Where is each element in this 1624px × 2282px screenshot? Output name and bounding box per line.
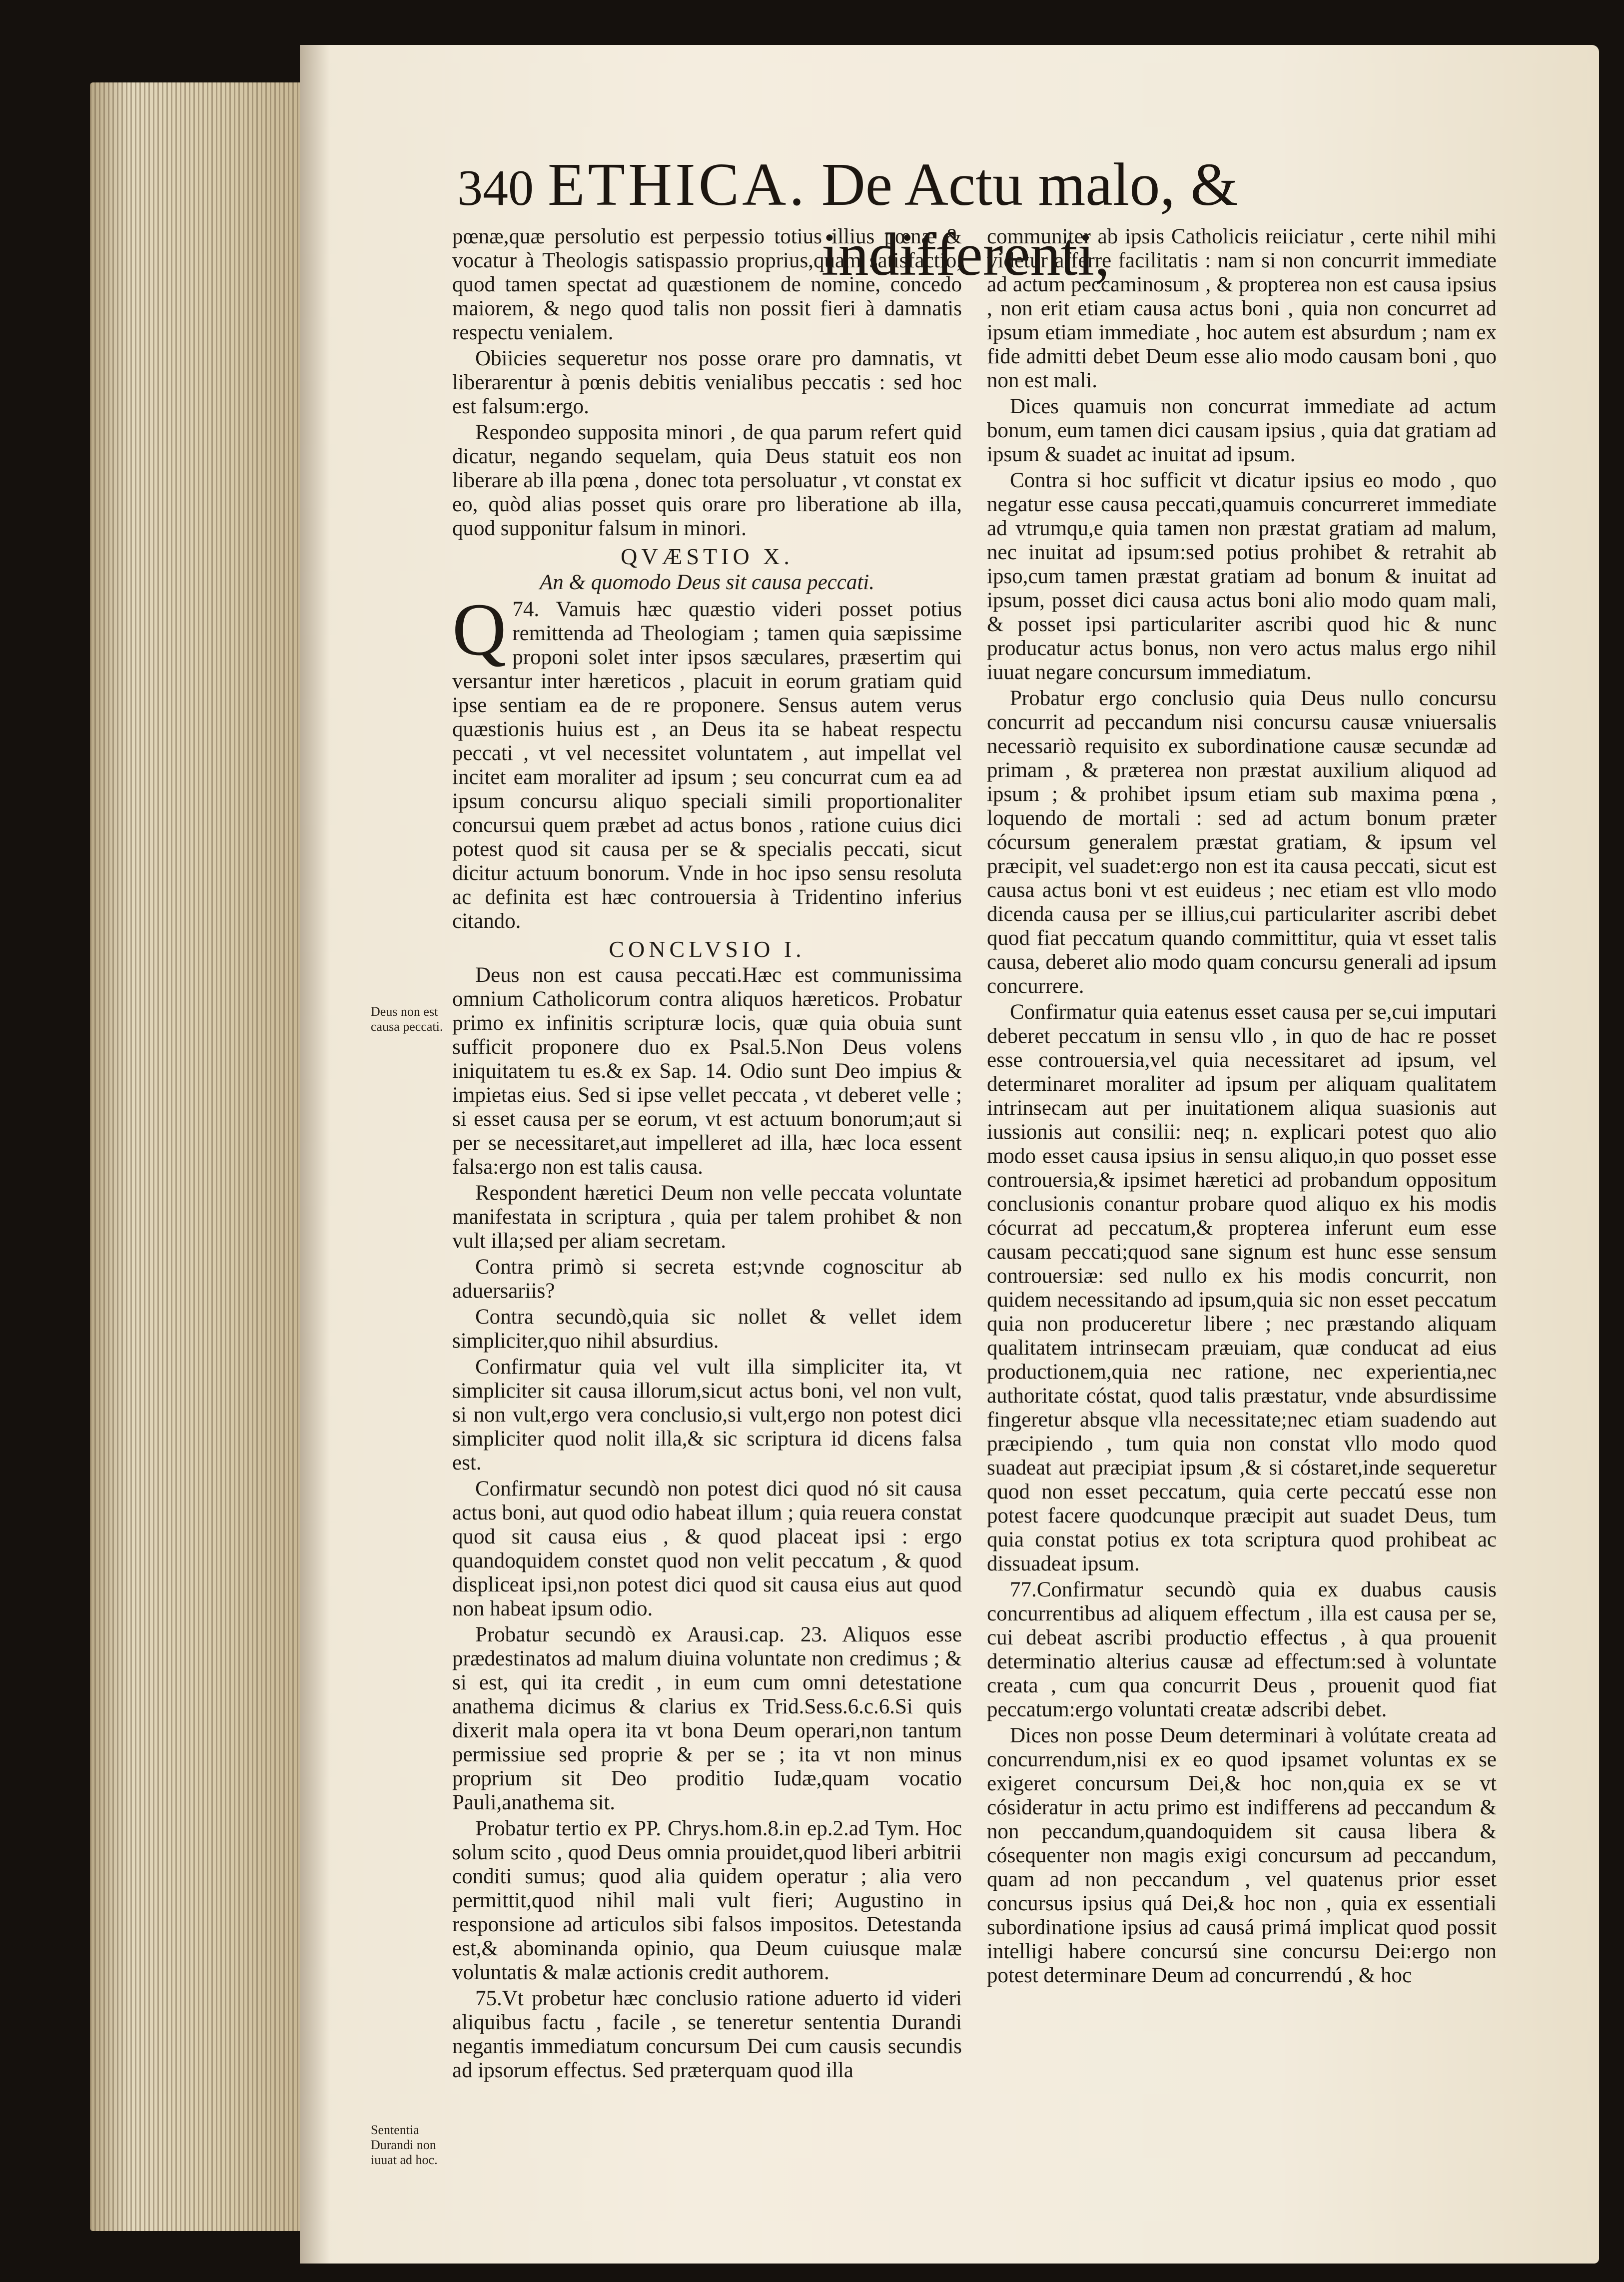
question-heading: QVÆSTIO X. — [621, 544, 794, 569]
paragraph: Confirmatur quia vel vult illa simpliciter ita, vt simpliciter sit causa illorum,sicut actus boni, vel non vult, si non vult,ergo vera conclusio,si vult,ergo non potest dici simpliciter quod nolit illa,& sic scriptura id dicens falsa est. — [452, 1355, 962, 1475]
book-page-edges — [90, 82, 310, 2231]
paragraph: Deus non est causa peccati.Hæc est communissima omnium Catholicorum contra aliquos hæreticos. Probatur primo ex infinitis scripturæ locis, quæ quia obuia sunt sufficit proponere duo ex Psal.5.Non Deus volens iniquitatem tu es.& ex Sap. 14. Odio sunt Deo impius & impietas eius. Sed si ipse vellet peccata , vt deberet velle ; si esset causa per se eorum, vt est actuum bonorum;aut si per se necessitaret,aut impelleret ad illa, hæc loca essent falsa:ergo non est talis causa. — [452, 963, 962, 1179]
paragraph: Probatur ergo conclusio quia Deus nullo concursu concurrit ad peccandum nisi concursu causæ vniuersalis necessariò requisito ex subordinatione causæ secundæ ad primam , & præterea non præstat auxilium aliquod ad ipsum ; & prohibet ipsum etiam sub maxima pœna , loquendo de mortali : sed ad actum bonum præter cócursum generalem præstat gratiam, & ipsum vel præcipit, vel suadet:ergo non est ita causa peccati, sicut est causa actus boni vt est euideus ; nec etiam est vllo modo dicenda causa per se illius,cui particulariter ascribi debet quod fiat peccatum quando committitur, quia vt esset talis causa, deberet alio modo quam concursu generali ad ipsum concurrere. — [987, 687, 1497, 998]
paragraph: Confirmatur secundò non potest dici quod nó sit causa actus boni, aut quod odio habeat illum ; quia reuera constat quod sit causa eius , & quod placeat ipsi : ergo quandoquidem constet quod non velit peccatum , & quod displiceat ipsi,non potest dici quod sit causa eius aut quod non habeat ipsum odio. — [452, 1477, 962, 1620]
paragraph: Probatur tertio ex PP. Chrys.hom.8.in ep.2.ad Tym. Hoc solum scito , quod Deus omnia prouidet,quod liberi arbitrii conditi sumus; quod alia quidem operatur ; alia vero permittit,quod nihil mali vult fieri; Augustino in responsione ad articulos sibi falsos impositos. Detestanda est,& abominanda opinio, qua Deum cuiusque malæ voluntatis & malæ actionis credit authorem. — [452, 1817, 962, 1984]
paragraph: pœnæ,quæ persolutio est perpessio totius illius pœnæ & vocatur à Theologis satispassio proprius,quam satisfactio, quod tamen spectat ad quæstionem de nomine, concedo maiorem, & nego quod talis non possit fieri à damnatis respectu venialem. — [452, 225, 962, 344]
paragraph: Respondent hæretici Deum non velle peccata voluntate manifestata in scriptura , quia per talem prohibet & non vult illa;sed per aliam secretam. — [452, 1181, 962, 1253]
paragraph-number: 74. — [512, 598, 540, 621]
page-number: 340 — [457, 160, 534, 216]
right-column — [987, 225, 1497, 2204]
paragraph: Respondeo supposita minori , de qua parum refert quid dicatur, negando sequelam, quia Deus statuit eos non liberare ab illa pœna , donec tota persoluatur , vt constat ex eo, quòd alias posset quis orare pro liberatione ab illa, quod supponitur falsum in minori. — [452, 421, 962, 540]
paragraph: Dices quamuis non concurrat immediate ad actum bonum, eum tamen dici causam ipsius , quia dat gratiam ad ipsum & suadet ac inuitat ad ipsum. — [987, 395, 1497, 466]
marginal-note-causa: Deus non est causa peccati. — [371, 1004, 443, 1034]
running-title-subject: De Actu malo, & indifferenti, — [821, 151, 1238, 288]
left-column — [452, 225, 962, 2204]
paragraph-text: Vamuis hæc quæstio videri posset potius remittenda ad Theologiam ; tamen quia sæpissime proponi solet inter ipsos sæculares, præsertim qui versantur inter hæreticos , placuit in eorum gratiam quid ipse sentiam ea de re proponere. Sensus autem verus quæstionis huius est , an Deus ita se habeat respectu peccati , vt vel necessitet voluntatem , aut impellat vel incitet eam moraliter ad ipsum ; seu concurrat cum ea ad ipsum concursu aliquo speciali simili proportionaliter concursui quem præbet ad actus bonos , ratione cuius dici potest quod sit causa per se & specialis peccati, sicut dicitur actuum bonorum. Vnde in hoc ipso sensu resoluta ac definita est hæc controuersia à Tridentino inferius citando. — [452, 598, 962, 933]
paragraph: Contra secundò,quia sic nollet & vellet idem simpliciter,quo nihil absurdius. — [452, 1305, 962, 1353]
marginal-note-durandi: Sententia Durandi non iuuat ad hoc. — [371, 2123, 438, 2167]
paragraph: Probatur secundò ex Arausi.cap. 23. Aliquos esse prædestinatos ad malum diuina voluntate non credimus ; & si est, qui ita credit , in eum cum omni detestatione anathema dicimus & clarius ex Trid.Sess.6.c.6.Si quis dixerit mala opera ita vt bona Deum operari,non tantum permissiue sed proprie & per se ; ita vt non minus proprium sit Deo proditio Iudæ,quam vocatio Pauli,anathema sit. — [452, 1623, 962, 1814]
gutter-shadow — [300, 45, 330, 2264]
paragraph: 77.Confirmatur secundò quia ex duabus causis concurrentibus ad aliquem effectum , illa est causa per se, cui debeat ascribi productio effectus , à qua prouenit determinatio alterius causæ ad effectum:sed à voluntate creata , cum qua concurrit Deus , prouenit quod fiat peccatum:ergo voluntati creatæ adscribi debet. — [987, 1578, 1497, 1721]
paragraph: Confirmatur quia eatenus esset causa per se,cui imputari deberet peccatum in sensu vllo , in quo de hac re posset esse controuersia,vel quia necessitaret ad ipsum, vel determinaret moraliter ad ipsum per aliquam qualitatem intrinsecam aut per inuitationem aliqua suasionis aut iussionis aut consilii: neq; n. explicari potest quo alio modo esset causa ipsius in sensu aliquo,in quo posset esse controuersia,& ipsimet hæretici ad probandum oppositum conclusionis conantur probare quod aliquo ex his modis cócurrat ad peccatum,& propterea inferunt eum esse causam peccati;quod sane signum est hunc esse sensum controuersiæ: sed nullo ex his modis concurrit, non quidem necessitando ad ipsum,quia sic non esset peccatum quia non produceretur libere ; nec præstando aliquam qualitatem intrinsecam præuiam, quæ conducat ad eius productionem,quia nec ratione, nec experientia,nec authoritate cóstat, quod talis præstatur, vnde absurdissime fingeretur absque vlla necessitate;nec etiam suadendo aut præcipiendo , tum quia non constat vllo modo quod suadeat aut præcipiat ipsum ,& si cóstaret,inde sequeretur quod non esset peccatum, quia certe peccatú esse non potest facere quodcunque præcipit aut suadet Deus, tum quia constat potius ex tota scriptura quod prohibeat ac dissuadeat ipsum. — [987, 1000, 1497, 1575]
drop-capital: Q — [452, 588, 507, 671]
running-title: ETHICA. — [548, 151, 808, 218]
paragraph: Dices non posse Deum determinari à volútate creata ad concurrendum,nisi ex eo quod ipsamet voluntas ex se exigeret concursum Dei,& hoc non,quia ex se vt cósideratur in actu primo est indifferens ad peccandum & non peccandum,quandoquidem sit causa libera & cósequenter non magis exigi concursum ad peccandum, quam ad non peccandum , vel quatenus prior esset concursus ipsius quá Dei,& hoc non , quia ex essentiali subordinatione ipsius ad causá primá implicat quod possit intelligi habere concursú sine concursu Dei:ergo non potest determinare Deum ad concurrendú , & hoc — [987, 1724, 1497, 1987]
paragraph: Contra si hoc sufficit vt dicatur ipsius eo modo , quo negatur esse causa peccati,quamuis concurreret immediate ad vtrumqu,e quia tamen non præstat gratiam ad malum, nec inuitat ad ipsum:sed potius prohibet & retrahit ab ipso,cum tamen præstat gratiam ad bonum & inuitat ad ipsum, posset dici causa actus boni alio modo quam mali, & posset ipsi particulariter ascribi quod hic & nunc producatur actus bonus, non vero actus malus ergo nihil iuuat negare concursum immediatum. — [987, 469, 1497, 684]
conclusion-heading: CONCLVSIO I. — [609, 936, 806, 962]
paragraph: 75.Vt probetur hæc conclusio ratione aduerto id videri aliquibus factu , facile , se teneretur sententia Durandi negantis immediatum concursum Dei cum causis secundis ad ipsorum effectus. Sed præterquam quod illa — [452, 1987, 962, 2082]
paragraph: Obiicies sequeretur nos posse orare pro damnatis, vt liberarentur à pœnis debitis venialibus peccatis : sed hoc est falsum:ergo. — [452, 347, 962, 418]
paragraph: communiter ab ipsis Catholicis reiiciatur , certe nihil mihi videtur afferre facilitatis : nam si non concurrit immediate ad actum peccaminosum , & propterea non est causa ipsius , non erit etiam causa actus boni , quia non concurret ad ipsum etiam immediate , hoc autem est absurdum ; nam ex fide admitti debet Deum esse alio modo causam boni , quo non est mali. — [987, 225, 1497, 392]
question-subheading: An & quomodo Deus sit causa peccati. — [540, 571, 874, 594]
paragraph-74 — [452, 588, 962, 933]
paragraph: Contra primò si secreta est;vnde cognoscitur ab aduersariis? — [452, 1255, 962, 1303]
